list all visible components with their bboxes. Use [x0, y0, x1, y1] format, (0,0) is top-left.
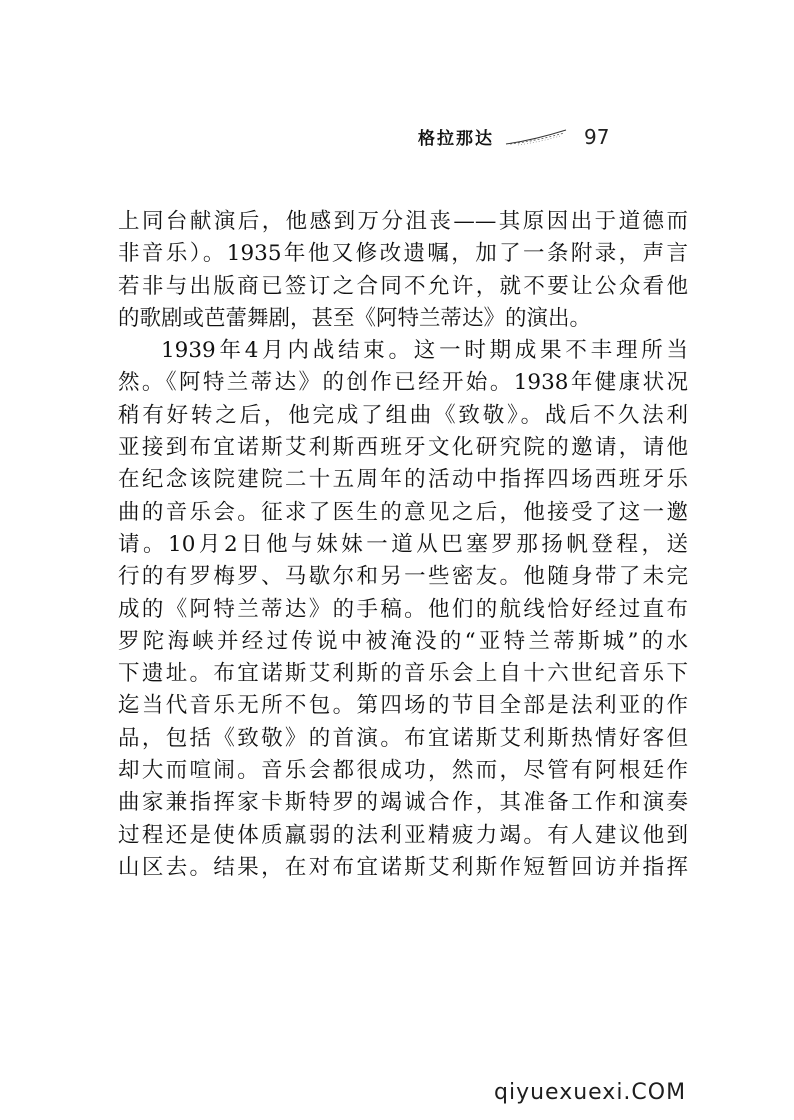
text-line: 然。《阿特兰蒂达》的创作已经开始。1938年健康状况 [118, 370, 688, 396]
text-line: 山区去。结果，在对布宜诺斯艾利斯作短暂回访并指挥 [118, 854, 688, 880]
text-line: 在纪念该院建院二十五周年的活动中指挥四场西班牙乐 [118, 467, 688, 493]
paragraph [118, 335, 688, 884]
paragraph [118, 206, 688, 335]
text-line: 罗陀海峡并经过传说中被淹没的“亚特兰蒂斯城”的水 [118, 628, 688, 654]
text-line: 过程还是使体质羸弱的法利亚精疲力竭。有人建议他到 [118, 822, 688, 848]
site-watermark: qiyuexuexi.COM [494, 1080, 687, 1105]
text-line: 非音乐）。1935年他又修改遗嘱，加了一条附录，声言 [118, 241, 688, 267]
text-line: 请。10月2日他与妹妹一道从巴塞罗那扬帆登程，送 [118, 531, 688, 557]
text-line: 1939年4月内战结束。这一时期成果不丰理所当 [161, 338, 688, 364]
text-line: 亚接到布宜诺斯艾利斯西班牙文化研究院的邀请，请他 [118, 435, 688, 461]
header-ornament-icon [504, 128, 568, 146]
chapter-title: 格拉那达 [418, 129, 494, 149]
page-number: 97 [584, 124, 610, 149]
text-line: 品，包括《致敬》的首演。布宜诺斯艾利斯热情好客但 [118, 725, 688, 751]
text-line: 曲家兼指挥家卡斯特罗的竭诚合作，其准备工作和演奏 [118, 790, 688, 816]
text-line: 迄当代音乐无所不包。第四场的节目全部是法利亚的作 [118, 693, 688, 719]
text-line: 却大而喧闹。音乐会都很成功，然而，尽管有阿根廷作 [118, 758, 688, 784]
text-line: 下遗址。布宜诺斯艾利斯的音乐会上自十六世纪音乐下 [118, 661, 688, 687]
text-line: 稍有好转之后，他完成了组曲《致敬》。战后不久法利 [118, 402, 688, 428]
text-line: 行的有罗梅罗、马歇尔和另一些密友。他随身带了未完 [118, 564, 688, 590]
text-line: 成的《阿特兰蒂达》的手稿。他们的航线恰好经过直布 [118, 596, 688, 622]
text-line: 若非与出版商已签订之合同不允许，就不要让公众看他 [118, 273, 688, 299]
body-text [118, 206, 688, 884]
text-line: 的歌剧或芭蕾舞剧，甚至《阿特兰蒂达》的演出。 [118, 305, 592, 331]
text-line: 上同台献演后，他感到万分沮丧——其原因出于道德而 [118, 209, 688, 234]
running-header [418, 124, 609, 149]
text-line: 曲的音乐会。征求了医生的意见之后，他接受了这一邀 [118, 499, 688, 525]
